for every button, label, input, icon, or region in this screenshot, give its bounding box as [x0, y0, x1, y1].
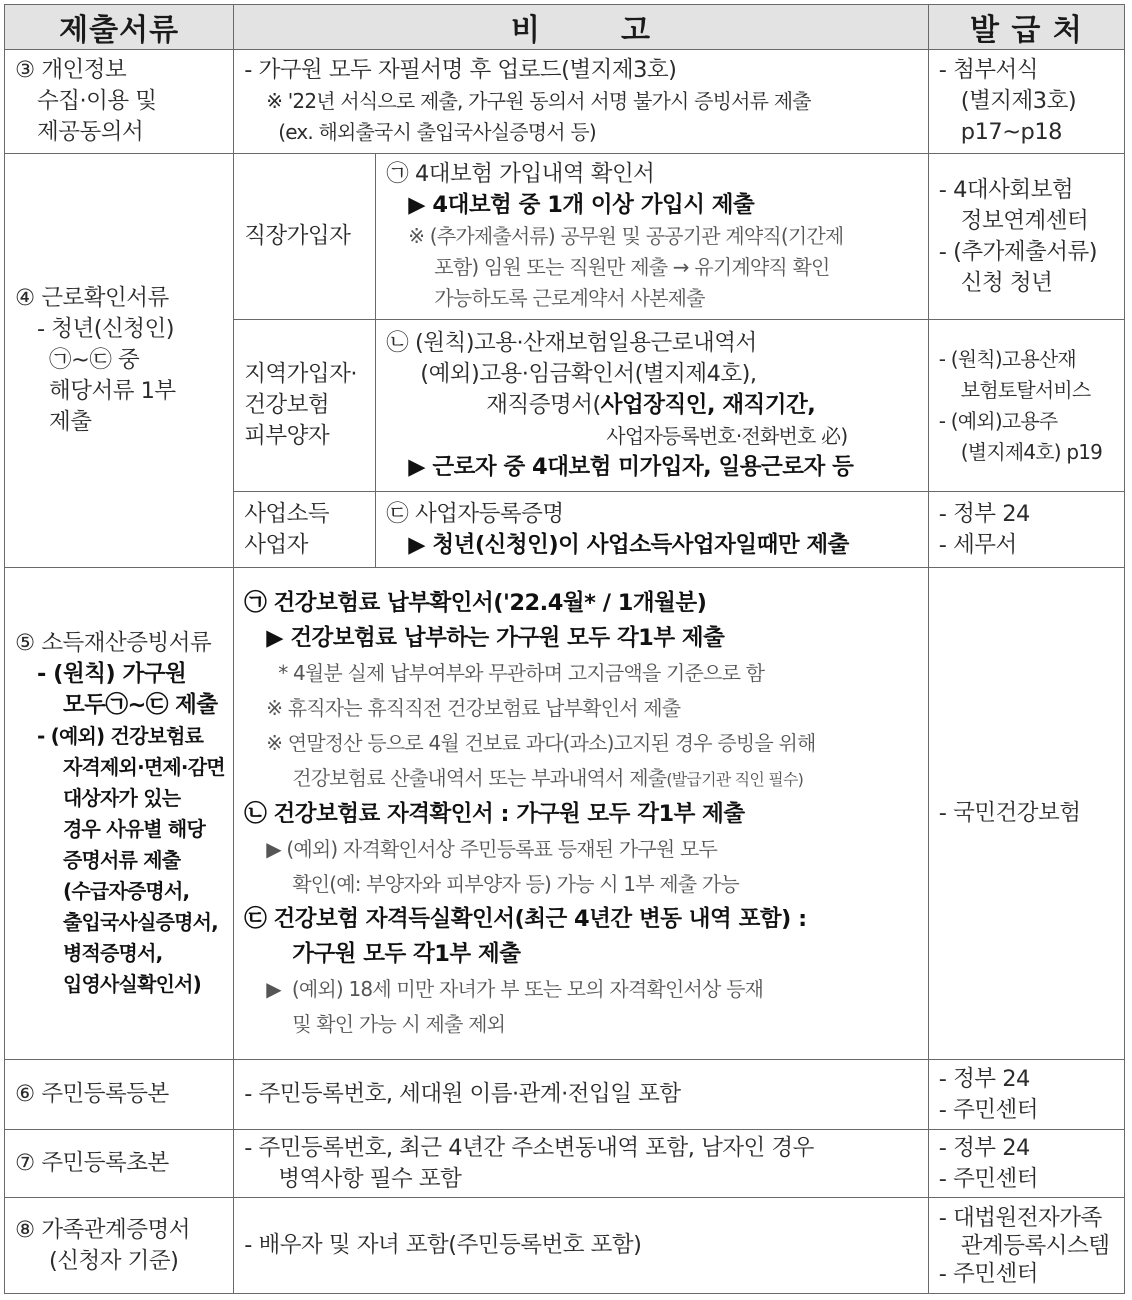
issuer-cell — [928, 1060, 1124, 1130]
doc-cell — [5, 1130, 234, 1198]
table-row — [5, 1060, 1125, 1130]
issuer-line: 정보연계센터 — [960, 207, 1089, 234]
remarks-cell — [234, 1130, 929, 1198]
remark-line: ㉡ (원칙)고용·산재보험일용근로내역서 — [386, 330, 757, 356]
issuer-line: - (추가제출서류) — [938, 238, 1098, 265]
issuer-line: - 주민센터 — [938, 1165, 1039, 1192]
header-issuer: 발 급 처 — [928, 5, 1124, 50]
remark-line: - 주민등록번호, 최근 4년간 주소변동내역 포함, 남자인 경우 — [244, 1134, 814, 1161]
issuer-line: 보험토탈서비스 — [960, 377, 1091, 402]
doc-line: 병적증명서, — [63, 940, 163, 965]
remark-line — [386, 390, 922, 421]
issuer-line: - 국민건강보험 — [938, 800, 1081, 826]
remark-line: ㉠ 4대보험 가입내역 확인서 — [386, 161, 655, 187]
issuer-line: (별지제3호) — [960, 88, 1077, 114]
doc-line: (신청자 기준) — [49, 1247, 179, 1274]
remark-line: ㉢ 건강보험 자격득실확인서(최근 4년간 변동 내역 포함) : — [244, 905, 807, 932]
remarks-cell — [234, 1198, 929, 1294]
doc-line: 증명서류 제출 — [63, 847, 181, 872]
subscriber-type: 피부양자 — [244, 423, 330, 449]
doc-line: 제공동의서 — [37, 119, 144, 145]
remark-line: ㉢ 사업자등록증명 — [386, 500, 564, 527]
remark-line: 포함) 임원 또는 직원만 제출 → 유기계약직 확인 — [434, 255, 830, 279]
remark-text: 건강보험료 산출내역서 또는 부과내역서 제출 — [292, 765, 667, 790]
doc-line: - (예외) 건강보험료 — [37, 723, 204, 748]
remark-text: 재직증명서( — [486, 392, 601, 418]
doc-line: ③ 개인정보 — [15, 57, 127, 83]
doc-line: 자격제외·면제·감면 — [63, 754, 225, 779]
issuer-line: - 정부 24 — [938, 1134, 1030, 1161]
remark-line: - 주민등록번호, 세대원 이름·관계·전입일 포함 — [244, 1081, 681, 1107]
doc-line: ⑤ 소득재산증빙서류 — [15, 629, 212, 656]
remark-line: * 4월분 실제 납부여부와 무관하며 고지금액을 기준으로 함 — [278, 660, 765, 685]
issuer-line: - 4대사회보험 — [938, 176, 1074, 203]
doc-line: 대상자가 있는 — [63, 785, 181, 810]
subscriber-type-cell — [234, 320, 376, 492]
remark-line: 사업자등록번호·전화번호 必) — [606, 424, 848, 448]
issuer-line: - 대법원전자가족 — [938, 1204, 1102, 1231]
remark-line: (예외)고용·임금확인서(별지제4호), — [420, 361, 757, 387]
remark-line: (ex. 해외출국시 출입국사실증명서 등) — [278, 120, 596, 144]
subscriber-type: 직장가입자 — [244, 223, 351, 249]
issuer-line: - 세무서 — [938, 531, 1017, 558]
remarks-cell — [376, 154, 929, 320]
issuer-line: 관계등록시스템 — [960, 1232, 1110, 1259]
doc-line: 모두㉠~㉢ 제출 — [63, 691, 218, 718]
doc-line: - (원칙) 가구원 — [37, 660, 187, 687]
remark-line: ▶ 4대보험 중 1개 이상 가입시 제출 — [408, 192, 755, 218]
remark-line: ※ '22년 서식으로 제출, 가구원 동의서 서명 불가시 증빙서류 제출 — [266, 89, 811, 113]
doc-cell — [5, 1060, 234, 1130]
issuer-cell — [928, 1198, 1124, 1294]
doc-line: ④ 근로확인서류 — [15, 285, 169, 311]
issuer-line: - 정부 24 — [938, 500, 1030, 527]
doc-line: ⑧ 가족관계증명서 — [15, 1216, 190, 1243]
doc-line: 경우 사유별 해당 — [63, 816, 205, 841]
subscriber-type: 지역가입자· — [244, 361, 358, 387]
table-row — [5, 154, 1125, 320]
remark-text-bold: 사업장직인, 재직기간, — [600, 392, 816, 418]
table-row — [5, 1130, 1125, 1198]
remark-line: 병역사항 필수 포함 — [278, 1165, 462, 1192]
remark-line: ▶ 건강보험료 납부하는 가구원 모두 각1부 제출 — [266, 624, 725, 651]
doc-line: 제출 — [49, 409, 92, 435]
remarks-cell — [234, 1060, 929, 1130]
header-remarks: 비 고 — [234, 5, 929, 50]
remark-line: ㉡ 건강보험료 자격확인서 : 가구원 모두 각1부 제출 — [244, 800, 745, 827]
doc-line: ⑥ 주민등록등본 — [15, 1081, 169, 1107]
header-row — [5, 5, 1125, 50]
remark-line: ▶ 근로자 중 4대보험 미가입자, 일용근로자 등 — [408, 454, 854, 480]
issuer-cell — [928, 568, 1124, 1060]
issuer-line: - 주민센터 — [938, 1096, 1039, 1123]
issuer-line: p17~p18 — [960, 119, 1062, 145]
remark-line: - 배우자 및 자녀 포함(주민등록번호 포함) — [244, 1232, 642, 1258]
remark-line: ※ 휴직자는 휴직직전 건강보험료 납부확인서 제출 — [266, 695, 681, 720]
subscriber-type: 사업자 — [244, 531, 308, 558]
issuer-cell — [928, 154, 1124, 320]
subscriber-type-cell — [234, 154, 376, 320]
doc-cell — [5, 568, 234, 1060]
remark-line: ※ (추가제출서류) 공무원 및 공공기관 계약직(기간제 — [408, 224, 844, 248]
remark-note: (발급기관 직인 필수) — [666, 769, 804, 789]
remarks-cell — [376, 492, 929, 568]
issuer-cell — [928, 50, 1124, 154]
issuer-line: - 정부 24 — [938, 1065, 1030, 1092]
issuer-cell — [928, 1130, 1124, 1198]
doc-line: 입영사실확인서) — [63, 971, 201, 996]
issuer-line: - 첨부서식 — [938, 57, 1039, 83]
remark-line: 가능하도록 근로계약서 사본제출 — [434, 286, 705, 310]
table-row — [5, 50, 1125, 154]
doc-cell — [5, 50, 234, 154]
doc-line: ⑦ 주민등록초본 — [15, 1150, 169, 1176]
remark-line: ※ 연말정산 등으로 4월 건보료 과다(과소)고지된 경우 증빙을 위해 — [266, 730, 816, 755]
subscriber-type-cell — [234, 492, 376, 568]
remark-line: ▶ 청년(신청인)이 사업소득사업자일때만 제출 — [408, 531, 849, 558]
remark-line: 확인(예: 부양자와 피부양자 등) 가능 시 1부 제출 가능 — [292, 871, 739, 896]
subscriber-type: 건강보험 — [244, 392, 330, 418]
issuer-line: (별지제4호) p19 — [960, 439, 1103, 464]
doc-line: 출입국사실증명서, — [63, 909, 218, 934]
doc-cell — [5, 1198, 234, 1294]
subscriber-type: 사업소득 — [244, 500, 330, 527]
doc-line: - 청년(신청인) — [37, 316, 175, 342]
remarks-cell — [234, 50, 929, 154]
header-documents: 제출서류 — [5, 5, 234, 50]
doc-line: 수집·이용 및 — [37, 88, 157, 114]
issuer-line: - (원칙)고용산재 — [938, 346, 1076, 371]
remarks-cell — [376, 320, 929, 492]
remark-line: ㉠ 건강보험료 납부확인서('22.4월* / 1개월분) — [244, 589, 707, 616]
remark-line: ▶ (예외) 자격확인서상 주민등록표 등재된 가구원 모두 — [266, 836, 718, 861]
remark-line: - 가구원 모두 자필서명 후 업로드(별지제3호) — [244, 57, 677, 83]
doc-line: (수급자증명서, — [63, 878, 190, 903]
doc-line: 해당서류 1부 — [49, 378, 176, 404]
remarks-cell — [234, 568, 929, 1060]
doc-line: ㉠~㉢ 중 — [49, 347, 140, 373]
documents-table — [4, 4, 1125, 1294]
remark-line: ▶ (예외) 18세 미만 자녀가 부 또는 모의 자격확인서상 등재 — [266, 976, 764, 1001]
remark-line: 가구원 모두 각1부 제출 — [292, 940, 521, 967]
table-row — [5, 1198, 1125, 1294]
remark-line — [244, 761, 922, 797]
table-row — [5, 568, 1125, 1060]
issuer-line: 신청 청년 — [960, 269, 1053, 296]
doc-cell — [5, 154, 234, 568]
issuer-line: - (예외)고용주 — [938, 408, 1058, 433]
issuer-cell — [928, 320, 1124, 492]
remark-line: 및 확인 가능 시 제출 제외 — [292, 1011, 506, 1036]
issuer-line: - 주민센터 — [938, 1260, 1039, 1287]
issuer-cell — [928, 492, 1124, 568]
